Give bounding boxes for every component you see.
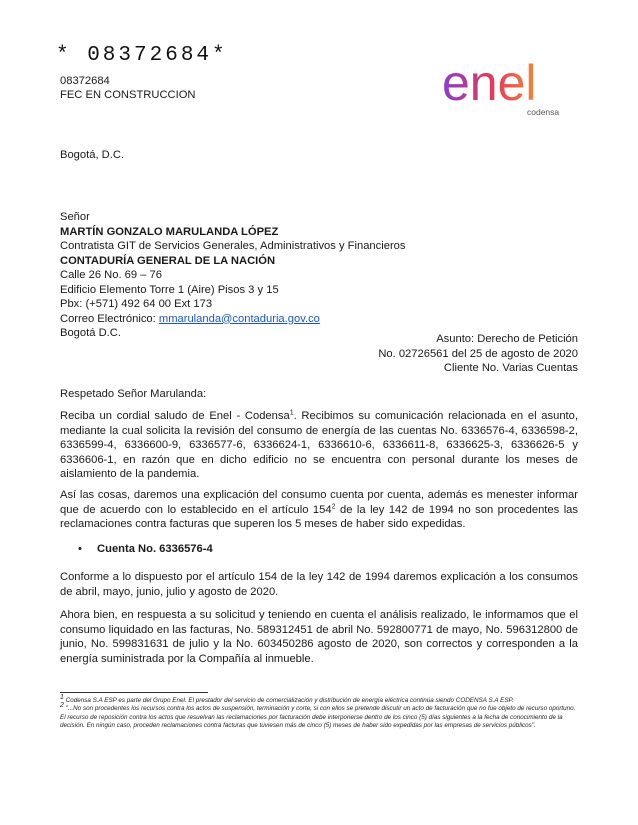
document-status: FEC EN CONSTRUCCION [60,89,196,101]
logo-subtitle: codensa [527,107,560,117]
footnote-1-text: Codensa S.A ESP es parte del Grupo Enel. El prestador del servicio de comercialización y distribución de energía eléctrica continúa siendo CODENSA S.A ESP. [63,697,514,704]
bullet-symbol: • [78,543,82,555]
recipient-entity: CONTADURÍA GENERAL DE LA NACIÓN [60,254,276,267]
subject-block [378,332,578,376]
email-label: Correo Electrónico: [60,312,159,325]
place: Bogotá, D.C. [60,149,125,161]
subject-line-3: Cliente No. Varias Cuentas [443,362,578,374]
footnotes [60,693,580,731]
bullet-item [78,543,213,555]
radicado-number: 08372684 [60,75,110,87]
greeting: Respetado Señor Marulanda: [60,388,207,400]
paragraph-2 [60,488,578,532]
paragraph-2-start: Así las cosas, daremos una explicación del consumo cuenta por cuenta, además es menester informar que de acuerdo con lo establecido en el artículo 154 [60,489,578,516]
bullet-account-label: Cuenta No. 6336576-4 [97,543,213,555]
paragraph-2-end: de la ley 142 de 1994 no son procedentes las reclamaciones contra facturas que superen los 5 meses de haber sido expedidas. [60,503,578,530]
footnote-ref-2: 2 [331,502,336,510]
footnote-2-text: "...No son procedentes los recursos contra los actos de suspensión, terminación y corte, si con ellos se pretende discutir un acto de facturación que no fue objeto de recurso oportuno. El recurso de reposición contra los actos que resuelvan las reclamaciones por facturación debe interponerse dentro de los cinco (5) días siguientes a la fecha de conocimiento de la decisión. En ningún caso, proceden reclamaciones contra facturas que tuviesen más de cinco (5) meses de haber sido expedidas por las empresas de servicios públicos". [60,705,576,730]
recipient-block [60,210,580,341]
subject-line-1: Asunto: Derecho de Petición [436,333,578,345]
recipient-salutation: Señor [60,211,90,223]
recipient-city: Bogotá D.C. [60,327,121,339]
barcode: * 08372684* [56,44,228,67]
recipient-email-line [60,312,580,327]
recipient-address1: Calle 26 No. 69 – 76 [60,269,162,281]
recipient-phone: Pbx: (+571) 492 64 00 Ext 173 [60,298,213,310]
footnote-ref-1: 1 [289,409,294,417]
paragraph-1 [60,409,578,482]
recipient-position: Contratista GIT de Servicios Generales, Administrativos y Financieros [60,240,406,252]
email-link[interactable]: mmarulanda@contaduria.gov.co [158,312,320,325]
paragraph-1-start: Reciba un cordial saludo de Enel - Codensa [60,410,290,422]
footnote-2 [60,702,580,730]
paragraph-3: Conforme a lo dispuesto por el artículo 154 de la ley 142 de 1994 daremos explicación a los consumos de abril, mayo, junio, julio y agosto de 2020. [60,571,578,598]
footnote-separator [60,692,208,693]
footnote-2-number: 2 [60,702,64,710]
subject-line-2: No. 02726561 del 25 de agosto de 2020 [378,347,578,360]
paragraph-1-end: . Recibimos su comunicación relacionada en el asunto, mediante la cual solicita la revisión del consumo de energía de las cuentas No. 6336576-4, 6336598-2, 6336599-4, 6336600-9, 6336577-6, 6336624-1, 6336610-6, 6336611-8, 6336625-3, 6336626-5 y 6336606-1, en razón que en dicho edificio no se encuentra con personal durante los meses de aislamiento de la pandemia. [60,410,578,480]
recipient-address2: Edificio Elemento Torre 1 (Aire) Pisos 3 y 15 [60,283,279,296]
logo-wordmark: enel [442,56,537,111]
paragraph-4: Ahora bien, en respuesta a su solicitud y teniendo en cuenta el análisis realizado, le informamos que el consumo liquidado en las facturas, No. 589312451 de abril No. 592800771 de mayo, No. 596312800 de junio, No. 599831631 de julio y la No. 603450286 agosto de 2020, son correctos y corresponden a la energía suministrada por la Compañía al inmueble. [60,609,578,665]
recipient-name: MARTÍN GONZALO MARULANDA LÓPEZ [60,225,279,238]
footnote-1-number: 1 [60,693,64,701]
